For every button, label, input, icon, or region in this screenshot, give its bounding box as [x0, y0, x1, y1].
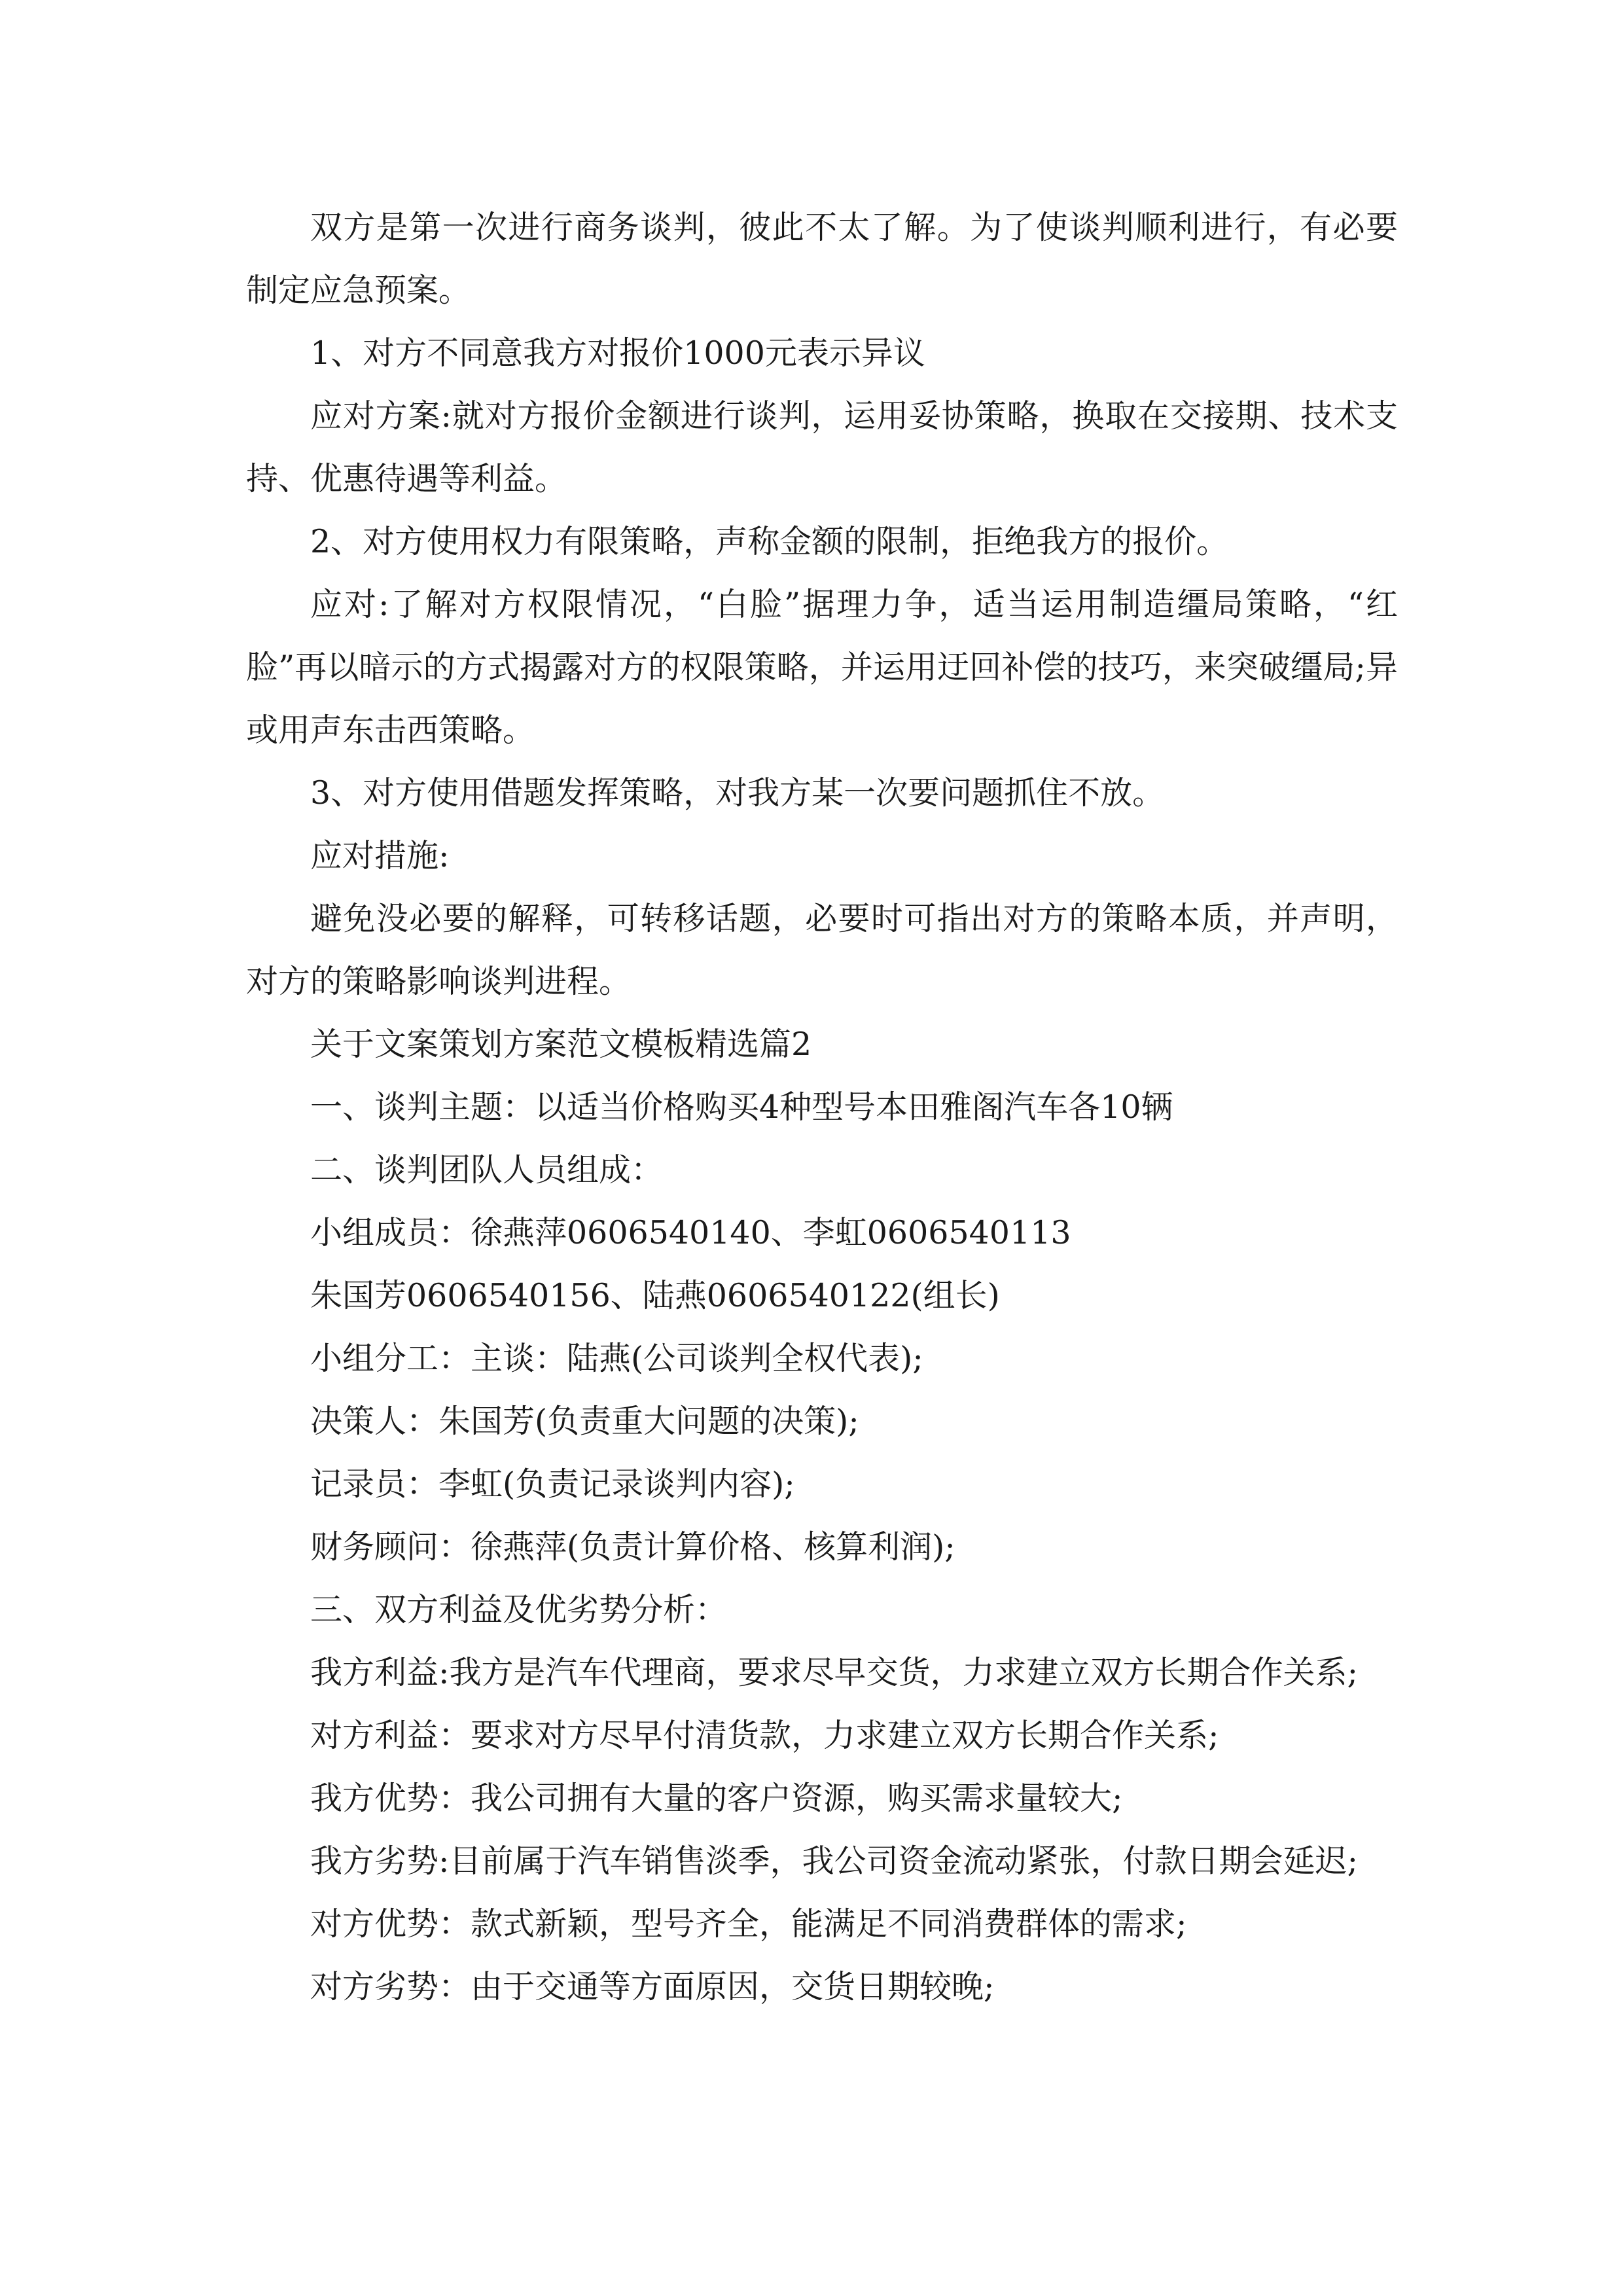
paragraph: 避免没必要的解释，可转移话题，必要时可指出对方的策略本质，并声明，对方的策略影响谈判进程。: [246, 900, 1398, 1000]
paragraph: 我方利益:我方是汽车代理商，要求尽早交货，力求建立双方长期合作关系;: [310, 1654, 1359, 1691]
paragraph: 决策人：朱国芳(负责重大问题的决策);: [310, 1403, 859, 1440]
paragraph: 小组分工：主谈：陆燕(公司谈判全权代表);: [310, 1340, 923, 1377]
paragraph: 记录员：李虹(负责记录谈判内容);: [310, 1465, 795, 1503]
paragraph: 三、双方利益及优劣势分析：: [310, 1591, 728, 1628]
paragraph: 对方利益：要求对方尽早付清货款，力求建立双方长期合作关系;: [310, 1717, 1219, 1754]
paragraph: 1、对方不同意我方对报价1000元表示异议: [310, 334, 925, 372]
paragraph: 双方是第一次进行商务谈判，彼此不太了解。为了使谈判顺利进行，有必要制定应急预案。: [246, 209, 1398, 309]
paragraph: 对方优势：款式新颖，型号齐全，能满足不同消费群体的需求;: [310, 1905, 1187, 1943]
paragraph: 财务顾问：徐燕萍(负责计算价格、核算利润);: [310, 1528, 955, 1566]
paragraph: 二、谈判团队人员组成：: [310, 1151, 664, 1189]
paragraph: 3、对方使用借题发挥策略，对我方某一次要问题抓住不放。: [310, 774, 1165, 812]
paragraph: 朱国芳0606540156、陆燕0606540122(组长): [310, 1277, 1000, 1314]
paragraph: 应对方案:就对方报价金额进行谈判，运用妥协策略，换取在交接期、技术支持、优惠待遇等利益。: [246, 397, 1398, 497]
paragraph: 应对:了解对方权限情况，“白脸”据理力争，适当运用制造缰局策略，“红脸”再以暗示的方式揭露对方的权限策略，并运用迂回补偿的技巧，来突破缰局;异或用声东击西策略。: [246, 586, 1398, 749]
paragraph: 应对措施:: [310, 837, 450, 874]
paragraph: 我方优势：我公司拥有大量的客户资源，购买需求量较大;: [310, 1780, 1123, 1817]
document-body: [246, 196, 1398, 2018]
paragraph: 我方劣势:目前属于汽车销售淡季，我公司资金流动紧张，付款日期会延迟;: [310, 1842, 1359, 1880]
paragraph: 2、对方使用权力有限策略，声称金额的限制，拒绝我方的报价。: [310, 523, 1229, 560]
section-heading: 关于文案策划方案范文模板精选篇2: [310, 1026, 812, 1063]
paragraph: 一、谈判主题：以适当价格购买4种型号本田雅阁汽车各10辆: [310, 1088, 1173, 1126]
paragraph: 小组成员：徐燕萍0606540140、李虹0606540113: [310, 1214, 1071, 1251]
paragraph: 对方劣势：由于交通等方面原因，交货日期较晚;: [310, 1968, 995, 2005]
